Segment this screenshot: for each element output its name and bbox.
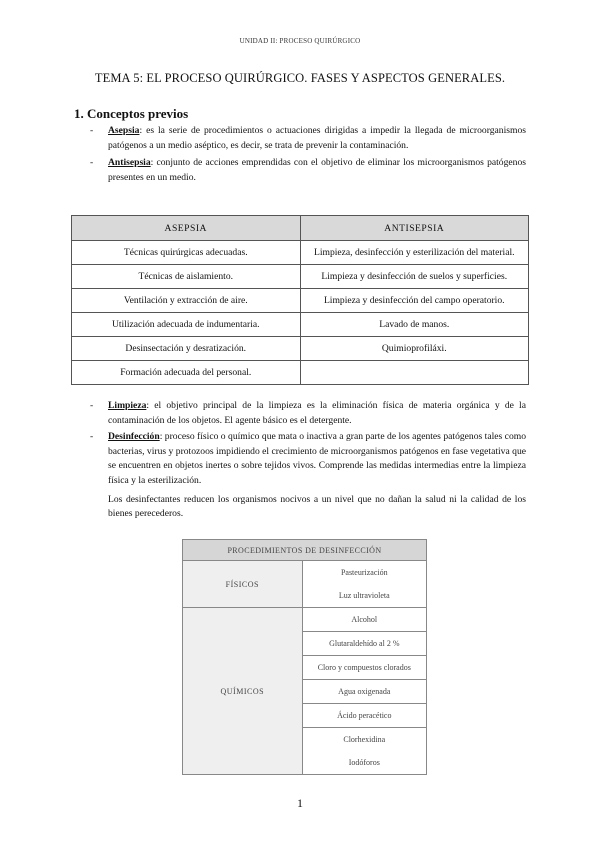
table-row (72, 265, 529, 289)
table-cell: Formación adecuada del personal. (72, 361, 301, 385)
table-cell: Limpieza y desinfección de suelos y superficies. (300, 265, 529, 289)
term-desinfeccion: Desinfección (108, 431, 160, 443)
bullet-dash: - (90, 400, 94, 411)
definition-text: : conjunto de acciones emprendidas con el objetivo de eliminar los microorganismos patógenos presentes en un medio. (108, 157, 526, 183)
table-cell: Agua oxigenada (302, 680, 426, 704)
disinfection-procedures-table (182, 539, 427, 775)
bullet-dash: - (90, 125, 94, 136)
table-row (72, 241, 529, 265)
term-antisepsia: Antisepsia (108, 157, 151, 169)
table-row (183, 561, 427, 585)
table-cell: Limpieza, desinfección y esterilización del material. (300, 241, 529, 265)
table-title: PROCEDIMIENTOS DE DESINFECCIÓN (183, 540, 427, 561)
page-title: TEMA 5: EL PROCESO QUIRÚRGICO. FASES Y ASPECTOS GENERALES. (94, 71, 506, 85)
table-row (72, 337, 529, 361)
table-row (72, 361, 529, 385)
bullet-list-bottom (90, 399, 526, 522)
table-cell: Clorhexidina (302, 728, 426, 752)
table-cell: Quimioprofiláxi. (300, 337, 529, 361)
table-cell: Limpieza y desinfección del campo operatorio. (300, 289, 529, 313)
table-cell (300, 361, 529, 385)
bullet-antisepsia (90, 156, 526, 185)
table-header-row (183, 540, 427, 561)
table-cell: Técnicas quirúrgicas adecuadas. (72, 241, 301, 265)
table-cell: Iodóforos (302, 751, 426, 775)
asepsia-antisepsia-table (71, 215, 529, 385)
table-row (72, 289, 529, 313)
bullet-asepsia (90, 124, 526, 153)
section-title: 1. Conceptos previos (74, 106, 189, 121)
definition-text: : es la serie de procedimientos o actuaciones dirigidas a impedir la llegada de microorganismos patógenos a un medio aséptico, es decir, se trata de prevenir la contaminación. (108, 125, 526, 151)
table-cell: Glutaraldehído al 2 % (302, 632, 426, 656)
column-header-antisepsia: ANTISEPSIA (300, 216, 529, 241)
table-cell: Luz ultravioleta (302, 584, 426, 608)
running-header: UNIDAD II: PROCESO QUIRÚRGICO (239, 37, 361, 45)
definition-text: : proceso físico o químico que mata o inactiva a gran parte de los agentes patógenos tales como bacterias, virus y protozoos impidiendo el crecimiento de microorganismos patógenos en fase vegetativa que se encuentren en objetos inertes o sobre tejidos vivos. Comprende las medidas intermedias entre la limpieza física y la esterilización. (108, 431, 526, 486)
paragraph-desinfectantes: Los desinfectantes reducen los organismos nocivos a un nivel que no dañan la salud ni la calidad de los bienes perecederos. (108, 493, 526, 520)
table-cell: Desinsectación y desratización. (72, 337, 301, 361)
term-asepsia: Asepsia (108, 125, 140, 136)
table-cell: Alcohol (302, 608, 426, 632)
table-row (72, 313, 529, 337)
category-quimicos: QUÍMICOS (183, 608, 303, 775)
column-header-asepsia: ASEPSIA (72, 216, 301, 241)
bullet-dash: - (90, 431, 94, 443)
table-cell: Ácido peracético (302, 704, 426, 728)
bullet-list-top (90, 124, 526, 185)
category-fisicos: FÍSICOS (183, 561, 303, 608)
table-row (183, 608, 427, 632)
table-cell: Ventilación y extracción de aire. (72, 289, 301, 313)
page-number: 1 (297, 796, 303, 810)
bullet-dash: - (90, 157, 94, 169)
table-cell: Cloro y compuestos clorados (302, 656, 426, 680)
bullet-limpieza (90, 399, 526, 428)
table-header-row (72, 216, 529, 241)
table-cell: Pasteurización (302, 561, 426, 585)
definition-text: : el objetivo principal de la limpieza es la eliminación física de materia orgánica y de la contaminación de los objetos. El agente básico es el detergente. (108, 400, 526, 426)
table-cell: Utilización adecuada de indumentaria. (72, 313, 301, 337)
term-limpieza: Limpieza (108, 400, 147, 411)
bullet-desinfeccion (90, 430, 526, 488)
table-cell: Lavado de manos. (300, 313, 529, 337)
table-cell: Técnicas de aislamiento. (72, 265, 301, 289)
